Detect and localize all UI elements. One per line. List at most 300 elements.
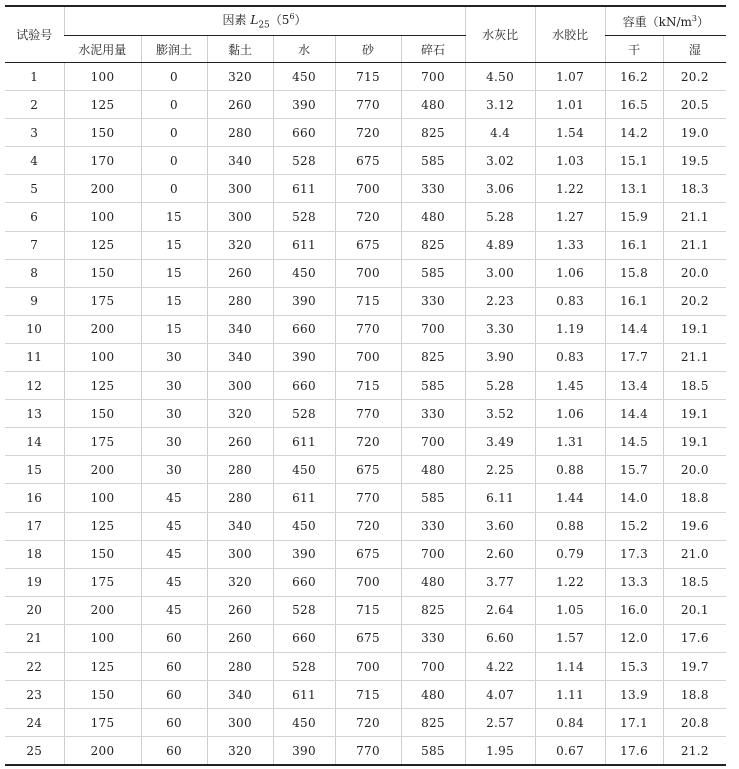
cell-cement: 200 [64,456,141,484]
cell-density-dry: 16.1 [605,287,663,315]
cell-water-binder-ratio: 1.54 [535,119,605,147]
cell-water-cement-ratio: 3.02 [465,147,535,175]
cell-water-cement-ratio: 3.06 [465,175,535,203]
cell-density-dry: 13.1 [605,175,663,203]
cell-clay: 340 [207,315,273,343]
cell-sand: 700 [335,175,401,203]
table-row [5,259,726,287]
cell-cement: 175 [64,709,141,737]
table-row [5,372,726,400]
cell-water-cement-ratio: 2.60 [465,540,535,568]
cell-gravel: 700 [401,652,465,680]
cell-clay: 280 [207,652,273,680]
table-row [5,400,726,428]
cell-trial-no: 3 [5,119,64,147]
header-sand: 砂 [335,36,401,63]
cell-density-wet: 21.0 [663,540,726,568]
cell-bentonite: 45 [141,484,207,512]
cell-clay: 340 [207,512,273,540]
cell-density-wet: 18.5 [663,568,726,596]
table-row [5,63,726,91]
cell-density-wet: 21.1 [663,343,726,371]
cell-water: 450 [273,512,335,540]
cell-density-wet: 20.5 [663,91,726,119]
cell-trial-no: 6 [5,203,64,231]
cell-water-binder-ratio: 1.57 [535,624,605,652]
cell-density-dry: 15.7 [605,456,663,484]
cell-water: 611 [273,681,335,709]
factor-paren-open: （ [269,13,282,28]
cell-trial-no: 16 [5,484,64,512]
cell-water: 660 [273,568,335,596]
cell-water-cement-ratio: 3.30 [465,315,535,343]
cell-clay: 280 [207,484,273,512]
table-row [5,512,726,540]
cell-bentonite: 60 [141,652,207,680]
cell-bentonite: 30 [141,372,207,400]
cell-water-cement-ratio: 1.95 [465,737,535,766]
cell-gravel: 330 [401,175,465,203]
cell-clay: 340 [207,681,273,709]
table-row [5,456,726,484]
cell-water: 611 [273,231,335,259]
table-row [5,91,726,119]
cell-clay: 260 [207,259,273,287]
cell-gravel: 825 [401,709,465,737]
cell-bentonite: 0 [141,147,207,175]
cell-density-dry: 17.1 [605,709,663,737]
cell-sand: 770 [335,400,401,428]
cell-density-wet: 20.0 [663,456,726,484]
cell-sand: 715 [335,287,401,315]
cell-sand: 675 [335,147,401,175]
cell-water-binder-ratio: 0.84 [535,709,605,737]
cell-water-binder-ratio: 1.06 [535,259,605,287]
cell-sand: 770 [335,737,401,766]
cell-sand: 715 [335,63,401,91]
cell-trial-no: 15 [5,456,64,484]
cell-gravel: 700 [401,540,465,568]
cell-sand: 720 [335,512,401,540]
cell-cement: 100 [64,484,141,512]
cell-water: 390 [273,343,335,371]
cell-density-dry: 15.8 [605,259,663,287]
cell-gravel: 585 [401,259,465,287]
header-water-cement-ratio: 水灰比 [465,6,535,63]
cell-density-wet: 20.2 [663,287,726,315]
cell-sand: 720 [335,203,401,231]
cell-cement: 150 [64,681,141,709]
cell-density-dry: 14.0 [605,484,663,512]
factor-base: 5 [281,13,290,28]
cell-density-wet: 18.5 [663,372,726,400]
cell-density-dry: 17.3 [605,540,663,568]
cell-density-dry: 14.4 [605,400,663,428]
cell-bentonite: 15 [141,287,207,315]
cell-bentonite: 60 [141,681,207,709]
cell-water-binder-ratio: 1.01 [535,91,605,119]
cell-sand: 715 [335,372,401,400]
cell-cement: 150 [64,259,141,287]
cell-cement: 150 [64,400,141,428]
cell-cement: 200 [64,737,141,766]
cell-gravel: 480 [401,91,465,119]
density-close: ） [696,14,709,29]
cell-water-cement-ratio: 3.77 [465,568,535,596]
cell-water-cement-ratio: 6.11 [465,484,535,512]
cell-bentonite: 0 [141,63,207,91]
cell-water: 660 [273,372,335,400]
cell-cement: 170 [64,147,141,175]
cell-bentonite: 60 [141,709,207,737]
cell-water-binder-ratio: 0.83 [535,287,605,315]
cell-gravel: 585 [401,737,465,766]
cell-bentonite: 15 [141,231,207,259]
cell-density-dry: 14.4 [605,315,663,343]
table-row [5,147,726,175]
table-row [5,681,726,709]
cell-sand: 675 [335,540,401,568]
header-clay: 黏土 [207,36,273,63]
cell-density-dry: 16.2 [605,63,663,91]
cell-sand: 700 [335,259,401,287]
cell-clay: 300 [207,372,273,400]
cell-water-binder-ratio: 1.19 [535,315,605,343]
cell-trial-no: 14 [5,428,64,456]
table-row [5,343,726,371]
cell-water: 528 [273,147,335,175]
header-trial-no: 试验号 [5,6,64,63]
table-row [5,315,726,343]
cell-sand: 715 [335,596,401,624]
cell-water-binder-ratio: 1.27 [535,203,605,231]
cell-water-cement-ratio: 3.60 [465,512,535,540]
cell-density-dry: 16.5 [605,91,663,119]
cell-water-cement-ratio: 2.57 [465,709,535,737]
cell-water-binder-ratio: 1.07 [535,63,605,91]
cell-trial-no: 23 [5,681,64,709]
cell-water: 660 [273,624,335,652]
cell-bentonite: 30 [141,343,207,371]
table-row [5,540,726,568]
cell-cement: 125 [64,231,141,259]
cell-clay: 320 [207,737,273,766]
factor-paren-close: ） [294,13,307,28]
cell-density-wet: 18.3 [663,175,726,203]
cell-bentonite: 0 [141,119,207,147]
cell-bentonite: 60 [141,624,207,652]
cell-bentonite: 45 [141,540,207,568]
cell-bentonite: 30 [141,428,207,456]
cell-water-cement-ratio: 2.25 [465,456,535,484]
cell-gravel: 330 [401,624,465,652]
cell-density-wet: 18.8 [663,484,726,512]
cell-gravel: 825 [401,119,465,147]
cell-density-wet: 21.2 [663,737,726,766]
cell-density-wet: 20.2 [663,63,726,91]
cell-clay: 340 [207,343,273,371]
cell-gravel: 330 [401,400,465,428]
header-density-dry: 干 [605,36,663,63]
cell-cement: 150 [64,119,141,147]
cell-water-binder-ratio: 1.44 [535,484,605,512]
cell-density-wet: 19.7 [663,652,726,680]
cell-water-cement-ratio: 4.50 [465,63,535,91]
table-row [5,568,726,596]
cell-trial-no: 7 [5,231,64,259]
cell-clay: 300 [207,540,273,568]
header-row-1 [5,6,726,36]
cell-water: 390 [273,287,335,315]
header-row-2 [5,36,726,63]
cell-trial-no: 17 [5,512,64,540]
header-gravel: 碎石 [401,36,465,63]
cell-sand: 715 [335,681,401,709]
cell-water: 450 [273,259,335,287]
cell-water-cement-ratio: 2.23 [465,287,535,315]
cell-cement: 100 [64,343,141,371]
cell-water: 528 [273,652,335,680]
cell-water: 611 [273,484,335,512]
cell-water: 611 [273,175,335,203]
cell-water: 390 [273,91,335,119]
cell-trial-no: 2 [5,91,64,119]
table-row [5,652,726,680]
cell-trial-no: 5 [5,175,64,203]
cell-clay: 300 [207,709,273,737]
cell-sand: 700 [335,652,401,680]
cell-density-wet: 19.0 [663,119,726,147]
cell-clay: 320 [207,63,273,91]
cell-water-cement-ratio: 3.12 [465,91,535,119]
cell-density-dry: 16.0 [605,596,663,624]
cell-bentonite: 15 [141,259,207,287]
cell-bentonite: 45 [141,596,207,624]
cell-clay: 300 [207,175,273,203]
cell-water-binder-ratio: 1.11 [535,681,605,709]
table-row [5,231,726,259]
cell-trial-no: 11 [5,343,64,371]
cell-water-binder-ratio: 1.06 [535,400,605,428]
cell-density-dry: 13.9 [605,681,663,709]
cell-density-wet: 19.1 [663,315,726,343]
cell-cement: 175 [64,287,141,315]
cell-cement: 100 [64,624,141,652]
cell-clay: 320 [207,400,273,428]
cell-water-cement-ratio: 3.52 [465,400,535,428]
cell-cement: 125 [64,512,141,540]
cell-sand: 700 [335,343,401,371]
cell-density-wet: 18.8 [663,681,726,709]
table-row [5,203,726,231]
cell-sand: 770 [335,91,401,119]
cell-cement: 125 [64,372,141,400]
cell-density-dry: 13.4 [605,372,663,400]
cell-density-wet: 19.1 [663,400,726,428]
cell-sand: 675 [335,624,401,652]
header-factor-group [64,6,465,36]
cell-water-cement-ratio: 3.90 [465,343,535,371]
factor-prefix: 因素 [222,13,251,28]
cell-trial-no: 13 [5,400,64,428]
cell-density-dry: 13.3 [605,568,663,596]
cell-cement: 175 [64,428,141,456]
factor-exponent: 6 [289,12,295,22]
cell-trial-no: 8 [5,259,64,287]
cell-density-wet: 20.1 [663,596,726,624]
cell-water-binder-ratio: 0.88 [535,512,605,540]
cell-water-binder-ratio: 1.14 [535,652,605,680]
cell-density-dry: 14.2 [605,119,663,147]
cell-bentonite: 30 [141,456,207,484]
cell-density-dry: 15.9 [605,203,663,231]
cell-density-wet: 17.6 [663,624,726,652]
cell-water-cement-ratio: 3.49 [465,428,535,456]
cell-sand: 700 [335,568,401,596]
cell-clay: 320 [207,568,273,596]
cell-cement: 100 [64,63,141,91]
cell-trial-no: 12 [5,372,64,400]
cell-sand: 770 [335,315,401,343]
cell-clay: 280 [207,287,273,315]
table-row [5,596,726,624]
cell-cement: 200 [64,175,141,203]
cell-trial-no: 19 [5,568,64,596]
factor-symbol: L [250,13,259,28]
cell-water-binder-ratio: 0.88 [535,456,605,484]
cell-clay: 320 [207,231,273,259]
header-density-group [605,6,726,36]
cell-bentonite: 60 [141,737,207,766]
cell-bentonite: 45 [141,512,207,540]
cell-water-cement-ratio: 5.28 [465,203,535,231]
cell-gravel: 480 [401,203,465,231]
table-row [5,175,726,203]
cell-gravel: 585 [401,484,465,512]
cell-density-dry: 15.1 [605,147,663,175]
cell-water: 660 [273,119,335,147]
header-density-wet: 湿 [663,36,726,63]
table-row [5,624,726,652]
density-label: 容重（kN/m [622,14,692,29]
cell-gravel: 330 [401,512,465,540]
cell-trial-no: 1 [5,63,64,91]
cell-water-binder-ratio: 1.33 [535,231,605,259]
cell-gravel: 330 [401,287,465,315]
cell-gravel: 700 [401,428,465,456]
cell-cement: 125 [64,91,141,119]
orthogonal-test-table [5,5,726,766]
cell-water-binder-ratio: 0.83 [535,343,605,371]
cell-clay: 280 [207,456,273,484]
cell-water-cement-ratio: 4.4 [465,119,535,147]
cell-water: 528 [273,203,335,231]
cell-density-wet: 19.1 [663,428,726,456]
cell-water-cement-ratio: 5.28 [465,372,535,400]
table-row [5,484,726,512]
cell-trial-no: 20 [5,596,64,624]
cell-water-binder-ratio: 1.31 [535,428,605,456]
cell-gravel: 825 [401,596,465,624]
cell-density-dry: 15.3 [605,652,663,680]
table-row [5,428,726,456]
cell-trial-no: 10 [5,315,64,343]
cell-water-cement-ratio: 2.64 [465,596,535,624]
cell-trial-no: 25 [5,737,64,766]
cell-cement: 125 [64,652,141,680]
cell-sand: 720 [335,119,401,147]
cell-trial-no: 9 [5,287,64,315]
cell-sand: 720 [335,428,401,456]
cell-trial-no: 21 [5,624,64,652]
cell-water-binder-ratio: 1.03 [535,147,605,175]
cell-density-dry: 12.0 [605,624,663,652]
cell-water: 528 [273,596,335,624]
cell-density-dry: 14.5 [605,428,663,456]
header-water-binder-ratio: 水胶比 [535,6,605,63]
cell-bentonite: 15 [141,203,207,231]
table-row [5,287,726,315]
cell-gravel: 480 [401,568,465,596]
table-header [5,6,726,63]
table-row [5,737,726,766]
cell-water: 390 [273,737,335,766]
cell-water-cement-ratio: 6.60 [465,624,535,652]
cell-sand: 675 [335,231,401,259]
cell-trial-no: 24 [5,709,64,737]
cell-density-wet: 19.6 [663,512,726,540]
cell-bentonite: 45 [141,568,207,596]
cell-gravel: 825 [401,231,465,259]
cell-density-dry: 17.7 [605,343,663,371]
cell-density-dry: 16.1 [605,231,663,259]
cell-sand: 770 [335,484,401,512]
cell-water: 390 [273,540,335,568]
cell-water-cement-ratio: 4.89 [465,231,535,259]
cell-bentonite: 0 [141,175,207,203]
cell-water-cement-ratio: 3.00 [465,259,535,287]
table-body [5,63,726,766]
cell-water-binder-ratio: 1.05 [535,596,605,624]
cell-trial-no: 4 [5,147,64,175]
cell-sand: 720 [335,709,401,737]
cell-cement: 200 [64,315,141,343]
cell-trial-no: 18 [5,540,64,568]
header-bentonite: 膨润土 [141,36,207,63]
density-exponent: 3 [691,13,697,23]
cell-cement: 200 [64,596,141,624]
cell-water: 450 [273,709,335,737]
cell-density-wet: 19.5 [663,147,726,175]
table-row [5,709,726,737]
cell-density-wet: 21.1 [663,203,726,231]
cell-water: 528 [273,400,335,428]
cell-cement: 100 [64,203,141,231]
cell-gravel: 825 [401,343,465,371]
cell-density-wet: 21.1 [663,231,726,259]
cell-water-cement-ratio: 4.22 [465,652,535,680]
cell-clay: 260 [207,596,273,624]
cell-trial-no: 22 [5,652,64,680]
cell-water: 450 [273,63,335,91]
cell-gravel: 700 [401,315,465,343]
cell-gravel: 480 [401,456,465,484]
cell-water: 660 [273,315,335,343]
cell-water-binder-ratio: 1.45 [535,372,605,400]
cell-gravel: 585 [401,372,465,400]
cell-gravel: 585 [401,147,465,175]
cell-gravel: 480 [401,681,465,709]
